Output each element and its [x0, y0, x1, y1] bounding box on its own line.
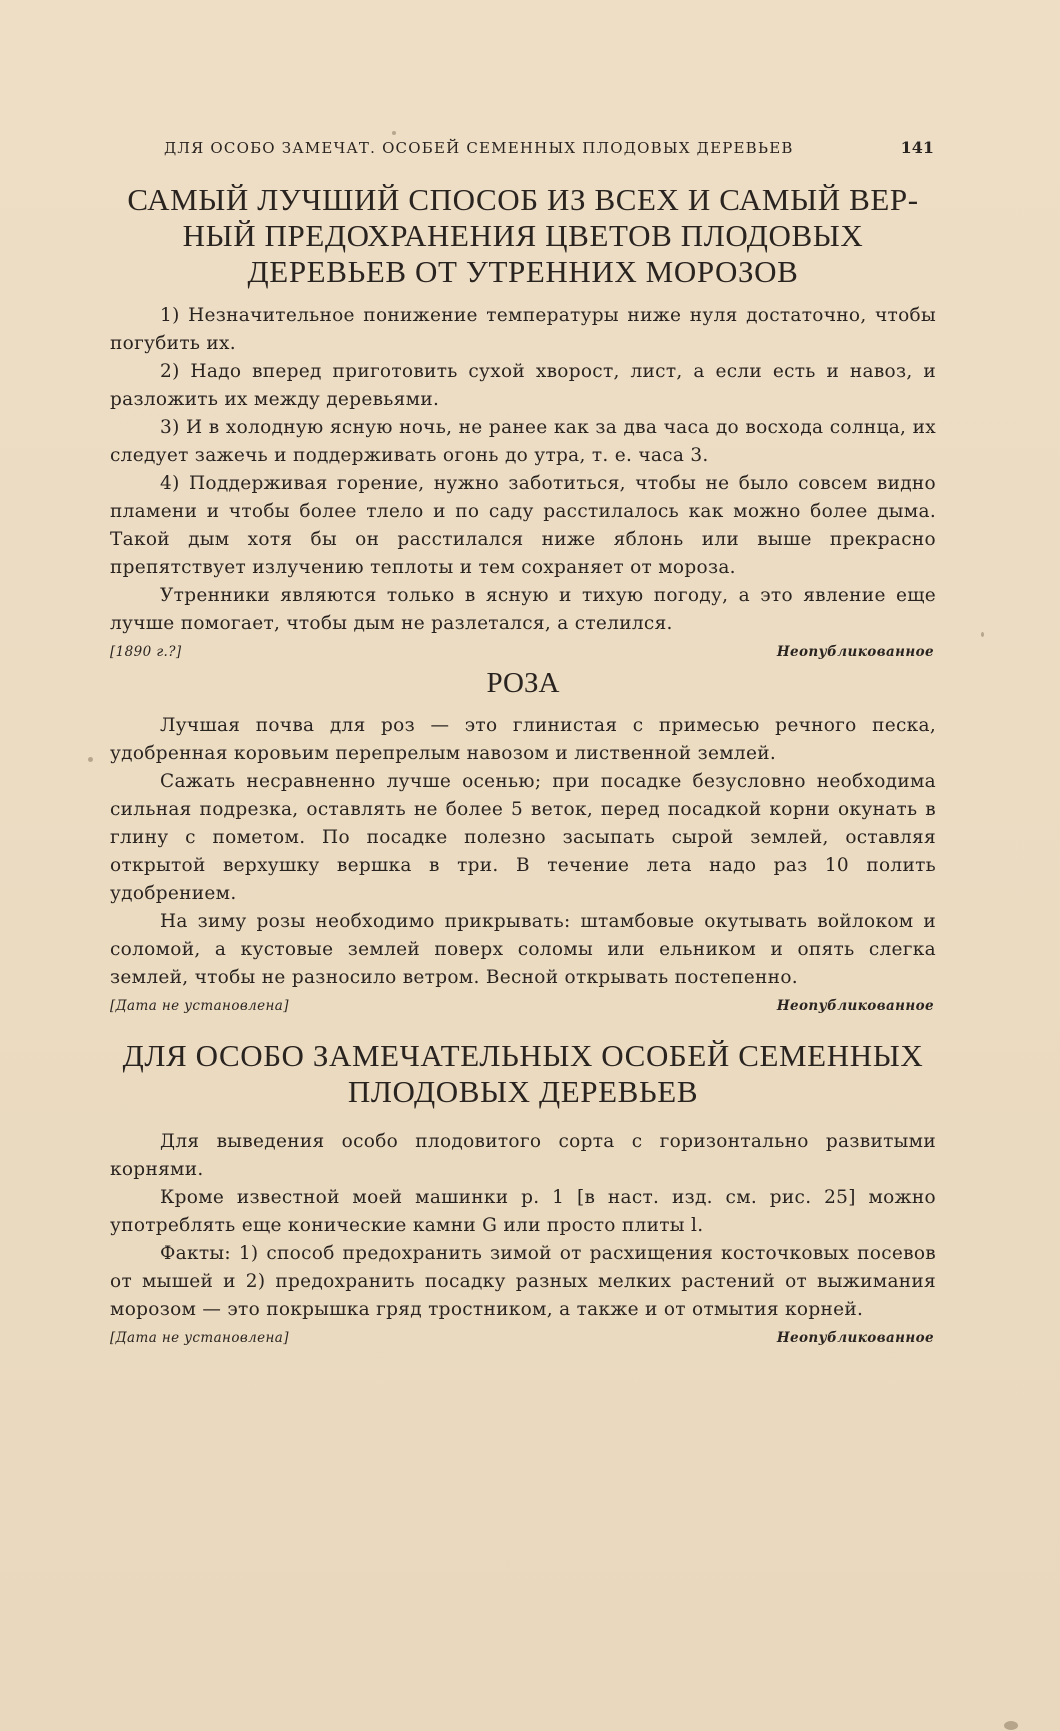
- page-number: 141: [900, 138, 934, 157]
- date-note: [Дата не установлена]: [110, 1330, 289, 1346]
- paragraph: Для выведения особо плодовитого сорта с горизонтально развитыми корнями.: [110, 1131, 936, 1180]
- running-head: [110, 138, 936, 172]
- paragraph: 4) Поддерживая горение, нужно заботиться, чтобы не было совсем видно пламени и чтобы более тлело и по саду расстилалось как можно более дыма. Такой дым хотя бы он расстилался ниже яблонь или выше прекрасно препятствует излучению теплоты и тем сохраняет от мороза.: [110, 473, 936, 578]
- date-note: [1890 г.?]: [110, 644, 182, 660]
- paragraph: Лучшая почва для роз — это глинистая с примесью речного песка, удобренная коровьим перепрелым навозом и лиственной землей.: [110, 715, 936, 764]
- section-title-frost-protection: [110, 182, 936, 290]
- paper-speck: [88, 757, 93, 762]
- title-line: САМЫЙ ЛУЧШИЙ СПОСОБ ИЗ ВСЕХ И САМЫЙ ВЕР-: [127, 182, 919, 217]
- title-line: НЫЙ ПРЕДОХРАНЕНИЯ ЦВЕТОВ ПЛОДОВЫХ: [182, 218, 864, 253]
- running-head-title: ДЛЯ ОСОБО ЗАМЕЧАТ. ОСОБЕЙ СЕМЕННЫХ ПЛОДОВЫХ ДЕРЕВЬЕВ: [164, 139, 794, 157]
- paragraph: Утренники являются только в ясную и тихую погоду, а это явление еще лучше помогает, чтобы дым не разлетался, а стелился.: [110, 585, 936, 634]
- date-note: [Дата не установлена]: [110, 998, 289, 1014]
- title-line: ДЕРЕВЬЕВ ОТ УТРЕННИХ МОРОЗОВ: [247, 254, 799, 289]
- paragraph: 1) Незначительное понижение температуры ниже нуля достаточно, чтобы погубить их.: [110, 305, 936, 354]
- section-body-frost-protection: [110, 302, 936, 638]
- paragraph: На зиму розы необходимо прикрывать: штамбовые окутывать войлоком и соломой, а кустовые землей поверх соломы или ельником и опять слегка землей, чтобы не разносило ветром. Весной открывать постепенно.: [110, 911, 936, 988]
- publication-note: Неопубликованное: [776, 644, 934, 660]
- text-column: [110, 138, 936, 1348]
- section-body-seedling-trees: [110, 1128, 936, 1324]
- paragraph: Кроме известной моей машинки р. 1 [в наст. изд. см. рис. 25] можно употреблять еще конические камни G или просто плиты l.: [110, 1187, 936, 1236]
- section-title-seedling-trees: [110, 1038, 936, 1110]
- title-line: ДЛЯ ОСОБО ЗАМЕЧАТЕЛЬНЫХ ОСОБЕЙ СЕМЕННЫХ: [122, 1038, 924, 1073]
- section-body-rose: [110, 712, 936, 992]
- paragraph: Сажать несравненно лучше осенью; при посадке безусловно необходима сильная подрезка, оставлять не более 5 веток, перед посадкой корни окунать в глину с пометом. По посадке полезно засыпать сырой землей, оставляя открытой верхушку вершка в три. В течение лета надо раз 10 полить удобрением.: [110, 771, 936, 904]
- section-title-rose: РОЗА: [486, 667, 560, 699]
- section-notes: [110, 642, 936, 662]
- paper-speck: [981, 632, 984, 637]
- paragraph: 2) Надо вперед приготовить сухой хворост, лист, а если есть и навоз, и разложить их между деревьями.: [110, 361, 936, 410]
- paper-speck: [392, 131, 396, 135]
- title-line: ПЛОДОВЫХ ДЕРЕВЬЕВ: [347, 1074, 699, 1109]
- paper-speck: [1004, 1721, 1018, 1730]
- publication-note: Неопубликованное: [776, 1330, 934, 1346]
- section-notes: [110, 996, 936, 1016]
- paragraph: Факты: 1) способ предохранить зимой от расхищения косточковых посевов от мышей и 2) предохранить посадку разных мелких растений от выжимания морозом — это покрышка гряд тростником, а также и от отмытия корней.: [110, 1243, 936, 1320]
- publication-note: Неопубликованное: [776, 998, 934, 1014]
- section-notes: [110, 1328, 936, 1348]
- paragraph: 3) И в холодную ясную ночь, не ранее как за два часа до восхода солнца, их следует зажечь и поддерживать огонь до утра, т. е. часа 3.: [110, 417, 936, 466]
